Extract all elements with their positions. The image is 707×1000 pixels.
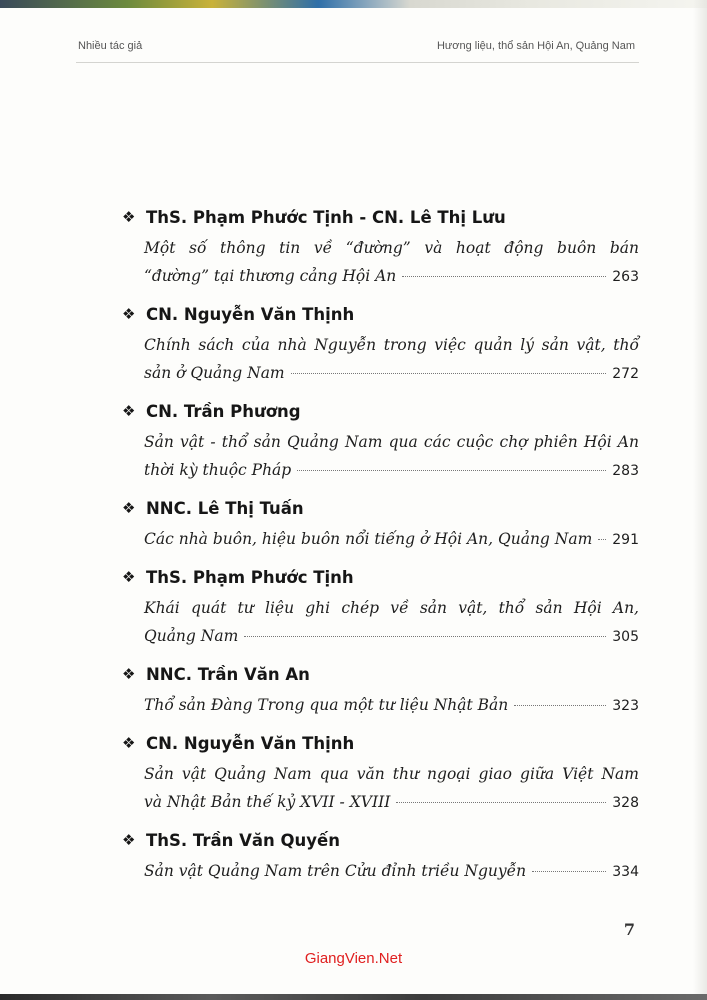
toc-author bbox=[122, 297, 642, 331]
dot-leader bbox=[532, 871, 606, 872]
toc-author-name: NNC. Lê Thị Tuấn bbox=[146, 498, 304, 518]
toc-title-last-line bbox=[144, 622, 639, 651]
toc-title-line: Sản vật Quảng Nam qua văn thư ngoại giao giữa Việt Nam bbox=[144, 765, 639, 783]
toc-author-name: CN. Trần Phương bbox=[146, 401, 301, 421]
diamond-bullet-icon: ❖ bbox=[122, 499, 136, 517]
toc-author bbox=[122, 657, 642, 691]
toc-author-name: ThS. Trần Văn Quyến bbox=[146, 830, 340, 850]
toc-entry bbox=[122, 297, 642, 388]
toc-entry bbox=[122, 560, 642, 651]
diamond-bullet-icon: ❖ bbox=[122, 734, 136, 752]
diamond-bullet-icon: ❖ bbox=[122, 208, 136, 226]
toc-title-last-line bbox=[144, 857, 639, 886]
toc-title-last-line bbox=[144, 456, 639, 485]
toc-page-number: 323 bbox=[612, 698, 639, 714]
diamond-bullet-icon: ❖ bbox=[122, 402, 136, 420]
toc-article-title bbox=[144, 525, 639, 554]
diamond-bullet-icon: ❖ bbox=[122, 568, 136, 586]
header-rule bbox=[76, 62, 639, 63]
toc-author bbox=[122, 726, 642, 760]
toc-author bbox=[122, 200, 642, 234]
toc-author-name: ThS. Phạm Phước Tịnh bbox=[146, 567, 354, 587]
top-color-strip bbox=[0, 0, 707, 8]
diamond-bullet-icon: ❖ bbox=[122, 665, 136, 683]
toc-author-name: CN. Nguyễn Văn Thịnh bbox=[146, 304, 355, 324]
diamond-bullet-icon: ❖ bbox=[122, 305, 136, 323]
toc-title-line: Các nhà buôn, hiệu buôn nổi tiếng ở Hội An, Quảng Nam bbox=[144, 530, 593, 548]
page-edge-shadow bbox=[693, 0, 707, 1000]
watermark-text: GiangVien.Net bbox=[304, 950, 403, 967]
toc-entry bbox=[122, 657, 642, 720]
toc-article-title bbox=[144, 691, 639, 720]
toc-page-number: 291 bbox=[612, 532, 639, 548]
toc-page-number: 283 bbox=[612, 463, 639, 479]
toc-page-number: 328 bbox=[612, 795, 639, 811]
toc-author-name: CN. Nguyễn Văn Thịnh bbox=[146, 733, 355, 753]
toc-entry bbox=[122, 200, 642, 291]
diamond-bullet-icon: ❖ bbox=[122, 831, 136, 849]
toc-article-title bbox=[144, 857, 639, 886]
toc-author-name: NNC. Trần Văn An bbox=[146, 664, 310, 684]
toc-title-line: Khái quát tư liệu ghi chép về sản vật, thổ sản Hội An, bbox=[144, 599, 639, 617]
toc-title-line: Quảng Nam bbox=[144, 627, 239, 645]
toc-page-number: 272 bbox=[612, 366, 639, 382]
dot-leader bbox=[598, 539, 606, 540]
toc-article-title bbox=[144, 760, 639, 817]
dot-leader bbox=[244, 636, 606, 637]
toc-entry bbox=[122, 726, 642, 817]
toc-title-line: Một số thông tin về “đường” và hoạt động buôn bán bbox=[144, 239, 639, 257]
toc-author bbox=[122, 491, 642, 525]
toc-page-number: 263 bbox=[612, 269, 639, 285]
toc-page-number: 305 bbox=[612, 629, 639, 645]
toc-author bbox=[122, 823, 642, 857]
toc-article-title bbox=[144, 234, 639, 291]
toc-title-line: Chính sách của nhà Nguyễn trong việc quản lý sản vật, thổ bbox=[144, 336, 639, 354]
toc-article-title bbox=[144, 428, 639, 485]
toc-title-last-line bbox=[144, 525, 639, 554]
running-header-right: Hương liệu, thổ sản Hội An, Quảng Nam bbox=[436, 40, 635, 52]
toc-entry bbox=[122, 491, 642, 554]
toc-author-name: ThS. Phạm Phước Tịnh - CN. Lê Thị Lưu bbox=[146, 207, 506, 227]
toc-title-line: sản ở Quảng Nam bbox=[144, 364, 285, 382]
toc-title-last-line bbox=[144, 359, 639, 388]
toc-title-last-line bbox=[144, 691, 639, 720]
toc-title-line: Thổ sản Đàng Trong qua một tư liệu Nhật Bản bbox=[144, 696, 509, 714]
running-header-left: Nhiều tác giả bbox=[78, 40, 143, 52]
page-number: 7 bbox=[623, 920, 635, 939]
toc-page-number: 334 bbox=[612, 864, 639, 880]
dot-leader bbox=[291, 373, 607, 374]
toc-title-line: và Nhật Bản thế kỷ XVII - XVIII bbox=[144, 793, 391, 811]
toc-title-line: “đường” tại thương cảng Hội An bbox=[144, 267, 397, 285]
bottom-edge-strip bbox=[0, 994, 707, 1000]
toc-author bbox=[122, 394, 642, 428]
toc-title-last-line bbox=[144, 262, 639, 291]
toc-author bbox=[122, 560, 642, 594]
toc-entry bbox=[122, 823, 642, 886]
toc-entry bbox=[122, 394, 642, 485]
dot-leader bbox=[402, 276, 606, 277]
table-of-contents bbox=[122, 200, 642, 892]
toc-article-title bbox=[144, 594, 639, 651]
toc-article-title bbox=[144, 331, 639, 388]
toc-title-line: Sản vật - thổ sản Quảng Nam qua các cuộc chợ phiên Hội An bbox=[144, 433, 639, 451]
dot-leader bbox=[514, 705, 606, 706]
dot-leader bbox=[297, 470, 606, 471]
toc-title-line: Sản vật Quảng Nam trên Cửu đỉnh triều Nguyễn bbox=[144, 862, 527, 880]
toc-title-last-line bbox=[144, 788, 639, 817]
dot-leader bbox=[396, 802, 606, 803]
toc-title-line: thời kỳ thuộc Pháp bbox=[144, 461, 292, 479]
